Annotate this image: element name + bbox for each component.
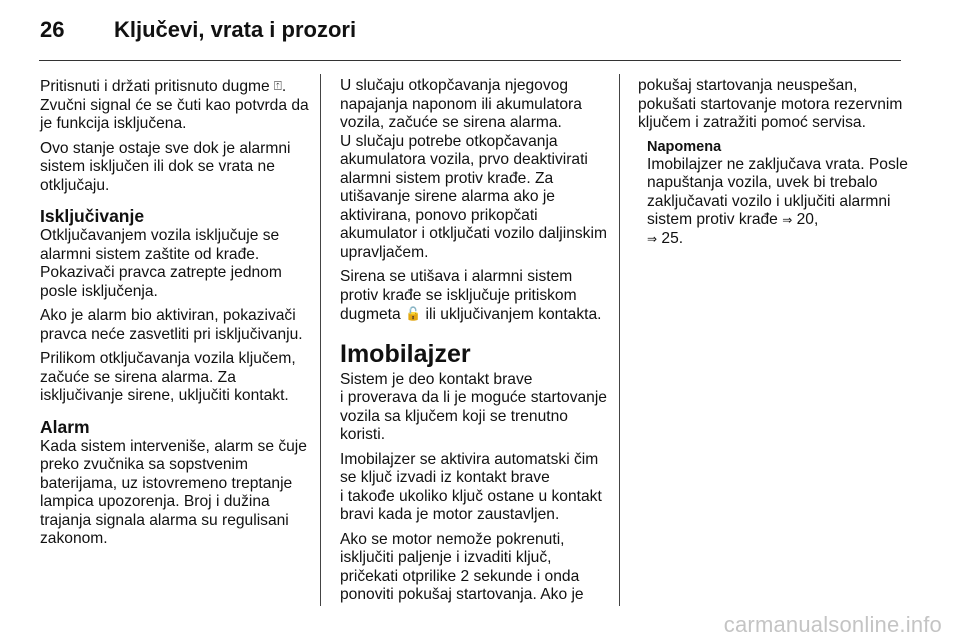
unlock-button-icon: 🔓 [405,306,422,321]
paragraph: Ako se motor nemože pokrenuti, isključiti paljenje i izvaditi ključ, pričekati otprilike 2 sekunde i onda ponoviti pokušaj startovanja. Ako je [340,530,584,603]
section-heading-immobilizer: Imobilajzer [340,339,471,368]
paragraph: Sistem je deo kontakt brave i proverava da li je moguće startovanje vozila sa ključem koji se trenutno koristi. [340,370,607,443]
paragraph: U slučaju otkopčavanja njegovog napajanja naponom ili akumulatora vozila, začuće se sirena alarma. U slučaju potrebe otkopčavanja akumulatora vozila, prvo deaktivirati alarmni sistem protiv krađe. Za utišavanje sirene alarma ako je aktivirana, ponovo prikopčati akumulator i otključati vozilo daljinskim upravljačem. [340,77,607,261]
note-box [647,139,908,249]
page-reference[interactable]: 25. [657,229,684,247]
column-divider [619,74,620,606]
header-rule [39,60,901,61]
paragraph: Pritisnuti i držati pritisnuto dugme ⍐. Zvučni signal će se čuti kao potvrda da je funkcija isključena. [40,78,309,132]
watermark: carmanualsonline.info [723,612,942,637]
page-number: 26 [40,17,65,42]
paragraph: Ovo stanje ostaje sve dok je alarmni sistem isključen ili dok se vrata ne otključaju. [40,139,291,194]
page-reference-icon: ⇒ [647,231,658,246]
note-text: Imobilajzer ne zaključava vrata. Posle napuštanja vozila, uvek bi trebalo zaključavati vozilo i uključiti alarmni sistem protiv krađe ⇒ 20, ⇒ 25. [647,155,908,247]
page-header [0,0,960,60]
page-reference-icon: ⇒ [782,213,793,227]
column-3 [638,77,908,248]
paragraph: Otključavanjem vozila isključuje se alarmni sistem zaštite od krađe. Pokazivači pravca zatrepte jednom posle isključenja. [40,227,282,300]
column-2 [340,77,608,611]
column-1 [40,77,312,555]
section-heading-alarm: Alarm [40,416,90,437]
paragraph: Kada sistem interveniše, alarm se čuje preko zvučnika sa sopstvenim baterijama, uz istovremeno treptanje lampica upozorenja. Broj i dužina trajanja signala alarma su regulisani zakonom. [40,437,307,547]
paragraph: pokušaj startovanja neuspešan, pokušati startovanje motora rezervnim ključem i zatražiti pomoć servisa. [638,77,903,131]
lock-button-icon: ⍐ [274,78,282,93]
note-title: Napomena [647,138,722,155]
page-title: Ključevi, vrata i prozori [114,17,357,42]
paragraph: Imobilajzer se aktivira automatski čim se ključ izvadi iz kontakt brave i takođe ukoliko ključ ostane u kontakt bravi kada je motor zaustavljen. [340,450,602,523]
page-reference[interactable]: 20, [792,211,819,228]
paragraph: Sirena se utišava i alarmni sistem protiv krađe se isključuje pritiskom dugmeta 🔓 ili uključivanjem kontakta. [340,268,602,323]
section-heading-deactivation: Isključivanje [40,206,145,226]
paragraph: Ako je alarm bio aktiviran, pokazivači pravca neće zasvetliti pri isključivanju. [40,307,303,343]
column-divider [320,74,321,606]
paragraph: Prilikom otključavanja vozila ključem, začuće se sirena alarma. Za isključivanje sirene, uključiti kontakt. [40,350,296,404]
